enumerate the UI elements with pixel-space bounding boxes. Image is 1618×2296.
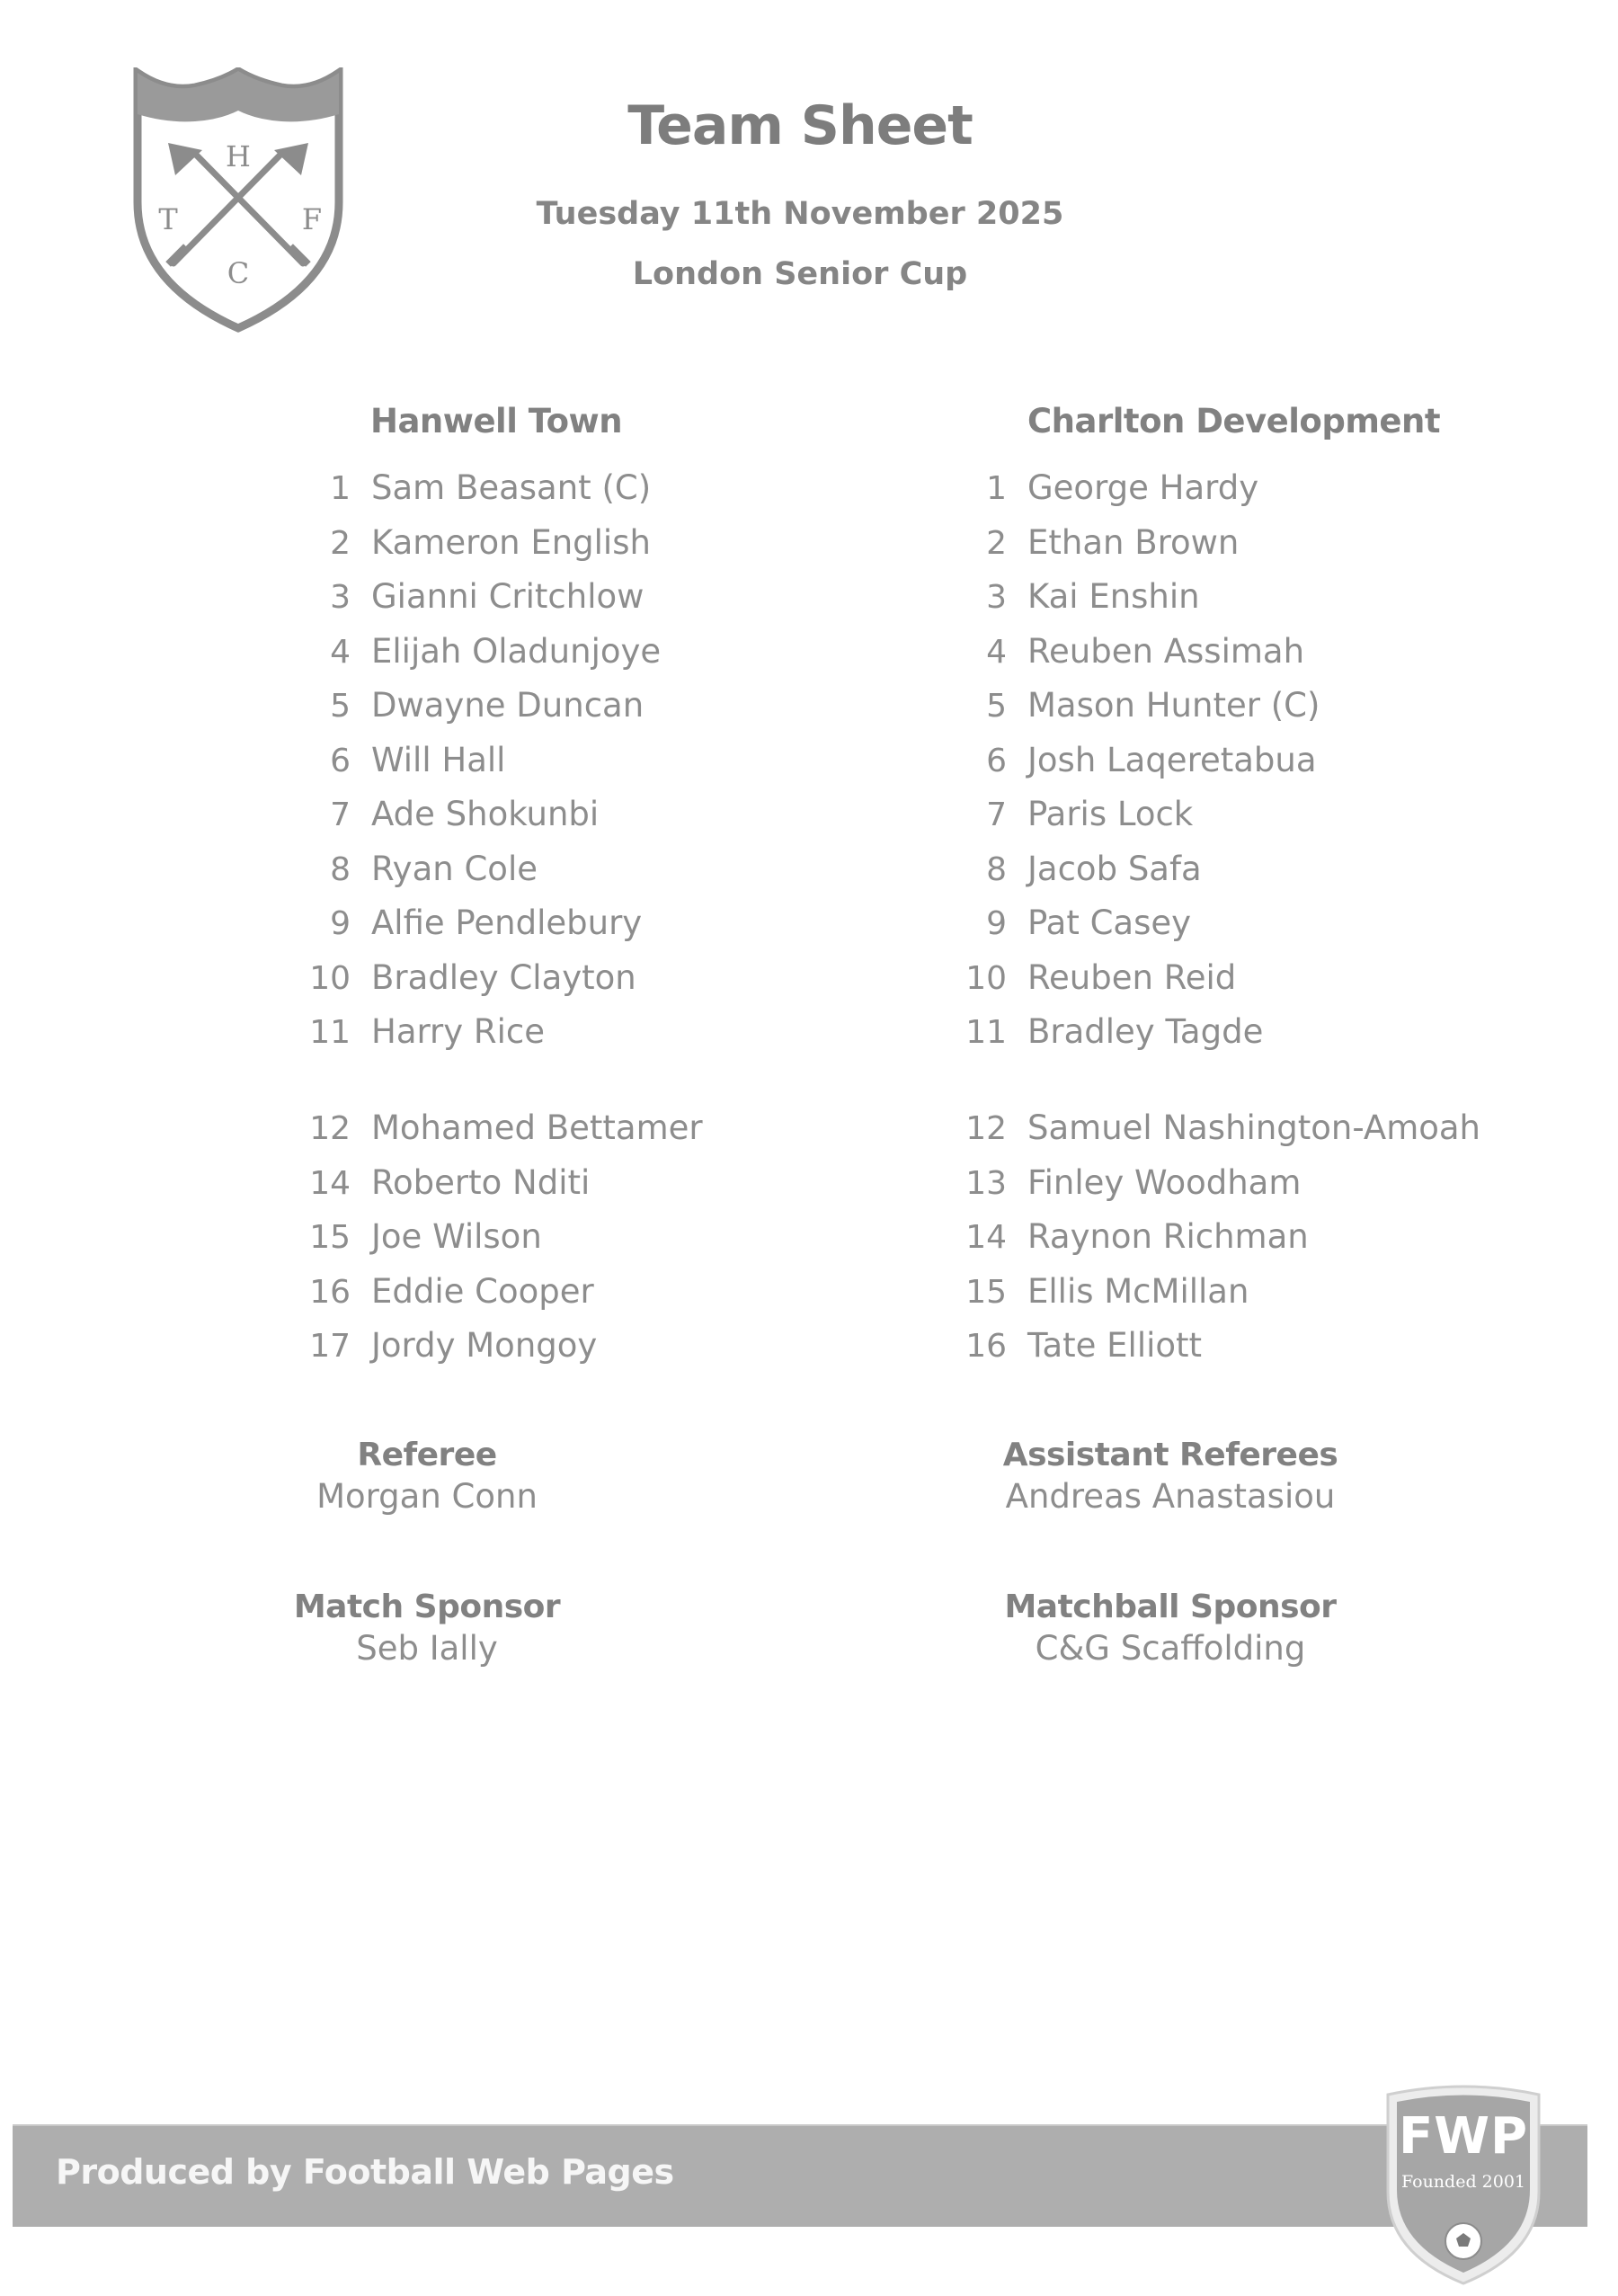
player-name: Paris Lock — [1027, 795, 1194, 833]
away-starting-lineup — [944, 461, 1320, 1060]
player-name: Ryan Cole — [371, 849, 538, 888]
home-substitutes — [288, 1101, 703, 1374]
shirt-number: 2 — [330, 524, 351, 562]
list-item — [288, 1319, 703, 1374]
referee-block — [175, 1437, 679, 1516]
list-item — [944, 625, 1320, 680]
crest-letter-c: C — [227, 256, 250, 290]
list-item — [288, 734, 661, 788]
player-name: Pat Casey — [1027, 903, 1192, 942]
player-name: Alfie Pendlebury — [371, 903, 643, 942]
assistant-referees-block — [919, 1437, 1422, 1516]
list-item — [944, 1156, 1480, 1211]
assistant-referees-label: Assistant Referees — [1002, 1437, 1338, 1473]
list-item — [288, 625, 661, 680]
match-date: Tuesday 11th November 2025 — [536, 196, 1064, 232]
away-team-name: Charlton Development — [1027, 402, 1441, 441]
player-name: Joe Wilson — [371, 1217, 542, 1256]
player-name: Bradley Clayton — [371, 957, 636, 997]
fwp-badge-letters: FWP — [1398, 2107, 1529, 2166]
player-name: Sam Beasant (C) — [371, 468, 652, 507]
match-sponsor-block — [175, 1589, 679, 1668]
player-name: Josh Laqeretabua — [1027, 740, 1317, 779]
list-item — [944, 679, 1320, 734]
crest-letter-t: T — [158, 202, 178, 236]
page-title: Team Sheet — [627, 94, 973, 157]
matchball-sponsor-block — [919, 1589, 1422, 1668]
shirt-number: 3 — [986, 579, 1007, 616]
player-name: Harry Rice — [371, 1012, 546, 1051]
list-item — [944, 1319, 1480, 1374]
player-name: Mason Hunter (C) — [1027, 686, 1320, 725]
matchball-sponsor-label: Matchball Sponsor — [1004, 1589, 1337, 1625]
shirt-number: 5 — [330, 688, 351, 725]
referee-name: Morgan Conn — [316, 1477, 538, 1516]
player-name: Bradley Tagde — [1027, 1012, 1264, 1051]
list-item — [944, 461, 1320, 516]
shirt-number: 10 — [309, 959, 351, 997]
list-item — [288, 842, 661, 897]
shirt-number: 12 — [309, 1110, 351, 1147]
fwp-badge-founded: Founded 2001 — [1400, 2172, 1526, 2192]
shirt-number: 5 — [986, 688, 1007, 725]
match-sponsor-label: Match Sponsor — [293, 1589, 561, 1625]
player-name: Gianni Critchlow — [371, 577, 645, 616]
player-name: Roberto Nditi — [371, 1162, 591, 1202]
referee-label: Referee — [357, 1437, 497, 1473]
player-name: Tate Elliott — [1027, 1326, 1203, 1365]
list-item — [944, 1101, 1480, 1156]
shirt-number: 4 — [986, 633, 1007, 671]
player-name: Dwayne Duncan — [371, 686, 645, 725]
player-name: Reuben Assimah — [1027, 631, 1305, 671]
list-item — [288, 1005, 661, 1060]
shirt-number: 7 — [330, 796, 351, 833]
shirt-number: 14 — [965, 1219, 1007, 1256]
home-team-name: Hanwell Town — [370, 402, 623, 441]
list-item — [288, 788, 661, 842]
shirt-number: 11 — [309, 1014, 351, 1051]
shirt-number: 1 — [330, 470, 351, 507]
player-name: Eddie Cooper — [371, 1271, 594, 1311]
list-item — [288, 516, 661, 571]
footer-credit: Produced by Football Web Pages — [56, 2152, 674, 2192]
player-name: Raynon Richman — [1027, 1217, 1309, 1256]
shirt-number: 10 — [965, 959, 1007, 997]
list-item — [288, 1156, 703, 1211]
shirt-number: 2 — [986, 524, 1007, 562]
shirt-number: 4 — [330, 633, 351, 671]
shirt-number: 6 — [330, 742, 351, 779]
list-item — [288, 679, 661, 734]
list-item — [944, 1005, 1320, 1060]
list-item — [944, 1210, 1480, 1265]
matchball-sponsor-name: C&G Scaffolding — [1035, 1629, 1306, 1668]
shirt-number: 8 — [986, 850, 1007, 888]
list-item — [288, 1210, 703, 1265]
list-item — [288, 461, 661, 516]
list-item — [944, 516, 1320, 571]
shirt-number: 15 — [309, 1219, 351, 1256]
player-name: Mohamed Bettamer — [371, 1108, 703, 1147]
player-name: Kai Enshin — [1027, 577, 1200, 616]
football-icon — [1445, 2223, 1481, 2259]
shirt-number: 9 — [330, 905, 351, 942]
player-name: Finley Woodham — [1027, 1162, 1302, 1202]
list-item — [944, 570, 1320, 625]
shirt-number: 3 — [330, 579, 351, 616]
list-item — [944, 788, 1320, 842]
shirt-number: 8 — [330, 850, 351, 888]
crest-letter-f: F — [301, 202, 323, 236]
player-name: Jordy Mongoy — [371, 1326, 598, 1365]
shirt-number: 6 — [986, 742, 1007, 779]
shirt-number: 12 — [965, 1110, 1007, 1147]
list-item — [944, 1265, 1480, 1320]
shirt-number: 11 — [965, 1014, 1007, 1051]
player-name: Kameron English — [371, 522, 651, 562]
player-name: Jacob Safa — [1027, 849, 1202, 888]
shirt-number: 15 — [965, 1273, 1007, 1311]
player-name: Elijah Oladunjoye — [371, 631, 662, 671]
shirt-number: 1 — [986, 470, 1007, 507]
match-sponsor-name: Seb Ially — [356, 1629, 498, 1668]
shirt-number: 9 — [986, 905, 1007, 942]
list-item — [944, 896, 1320, 951]
player-name: Will Hall — [371, 740, 506, 779]
shirt-number: 7 — [986, 796, 1007, 833]
player-name: Ellis McMillan — [1027, 1271, 1249, 1311]
list-item — [288, 896, 661, 951]
competition-name: London Senior Cup — [632, 256, 968, 292]
player-name: George Hardy — [1027, 468, 1259, 507]
shirt-number: 14 — [309, 1164, 351, 1202]
list-item — [288, 951, 661, 1006]
player-name: Ethan Brown — [1027, 522, 1240, 562]
crest-letter-h: H — [226, 139, 251, 174]
list-item — [288, 1101, 703, 1156]
shirt-number: 17 — [309, 1328, 351, 1365]
list-item — [944, 951, 1320, 1006]
assistant-referees-name: Andreas Anastasiou — [1005, 1477, 1336, 1516]
player-name: Reuben Reid — [1027, 957, 1237, 997]
away-substitutes — [944, 1101, 1480, 1374]
home-starting-lineup — [288, 461, 661, 1060]
list-item — [944, 842, 1320, 897]
list-item — [288, 1265, 703, 1320]
shirt-number: 16 — [965, 1328, 1007, 1365]
player-name: Ade Shokunbi — [371, 795, 600, 833]
player-name: Samuel Nashington-Amoah — [1027, 1108, 1480, 1147]
shirt-number: 16 — [309, 1273, 351, 1311]
list-item — [944, 734, 1320, 788]
shirt-number: 13 — [965, 1164, 1007, 1202]
list-item — [288, 570, 661, 625]
